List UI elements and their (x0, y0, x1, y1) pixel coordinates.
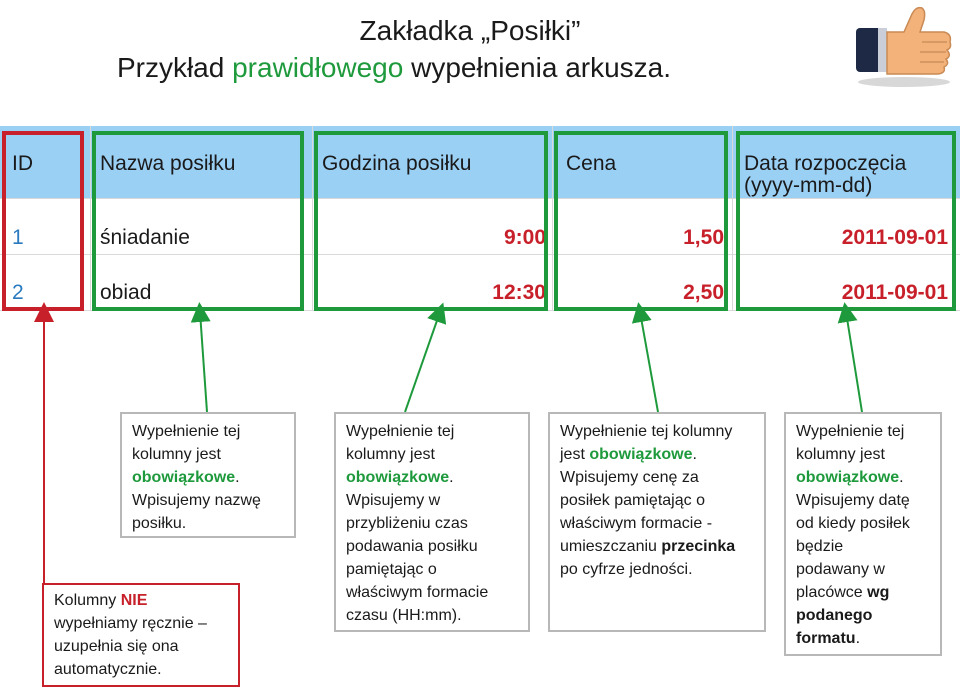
note-text: właściwym formacie - (560, 515, 713, 532)
note-text: Wpisujemy cenę za (560, 469, 699, 486)
note-emphasis: przecinka (661, 538, 736, 555)
header-date-format: (yyyy-mm-dd) (744, 174, 873, 197)
cell-date: 2011-09-01 (841, 226, 948, 249)
note-price-column (548, 412, 766, 632)
note-text: Wpisujemy w (346, 492, 441, 509)
arrow-price (640, 312, 658, 412)
note-text: Kolumny (54, 592, 121, 609)
note-text: automatycznie. (54, 661, 162, 678)
note-required: obowiązkowe (346, 469, 450, 486)
cell-id: 1 (12, 226, 24, 249)
slide-title: Zakładka „Posiłki” (359, 15, 581, 46)
cell-time: 12:30 (492, 281, 546, 304)
header-name: Nazwa posiłku (100, 152, 236, 175)
header-price: Cena (566, 152, 617, 175)
note-text: właściwym formacie (346, 584, 489, 601)
note-text: . (449, 469, 454, 486)
note-text: będzie (796, 538, 844, 555)
note-text: posiłek pamiętając o (560, 492, 705, 509)
note-emphasis: wg (867, 584, 890, 601)
cell-date: 2011-09-01 (841, 281, 948, 304)
cell-name: obiad (100, 281, 152, 304)
cell-id: 2 (12, 281, 24, 304)
note-text: podawania posiłku (346, 538, 478, 555)
note-text: . (855, 630, 861, 647)
note-time-column (334, 412, 530, 632)
note-text: . (235, 469, 240, 486)
note-text: pamiętając o (346, 561, 437, 578)
note-required: obowiązkowe (589, 446, 693, 463)
note-text: jest (560, 446, 590, 463)
note-emphasis: NIE (120, 592, 148, 609)
note-emphasis: formatu (796, 630, 856, 647)
note-text: Wypełnienie tej (796, 423, 905, 440)
note-text: . (692, 446, 697, 463)
note-text: podawany w (796, 561, 885, 578)
note-text: kolumny jest (796, 446, 885, 463)
note-required: obowiązkowe (132, 469, 236, 486)
note-text: placówce (796, 584, 868, 601)
note-text: uzupełnia się ona (54, 638, 179, 655)
note-date-column (784, 412, 942, 656)
note-text: Wpisujemy datę (796, 492, 910, 509)
note-text: Wypełnienie tej (132, 423, 241, 440)
note-text: od kiedy posiłek (796, 515, 910, 532)
subtitle-suffix: wypełnienia arkusza. (403, 52, 672, 83)
cell-name: śniadanie (100, 226, 190, 249)
arrow-time (405, 312, 440, 412)
note-text: posiłku. (132, 515, 187, 532)
note-required: obowiązkowe (796, 469, 900, 486)
note-text: Wpisujemy nazwę (132, 492, 261, 509)
cell-time: 9:00 (503, 226, 546, 249)
arrow-name (200, 312, 207, 412)
subtitle-accent: prawidłowego (232, 52, 404, 83)
note-id-column (42, 583, 240, 687)
header-time: Godzina posiłku (322, 152, 472, 175)
note-text: . (899, 469, 904, 486)
cell-price: 1,50 (683, 226, 724, 249)
cell-price: 2,50 (683, 281, 724, 304)
note-text: kolumny jest (132, 446, 221, 463)
note-text: wypełniamy ręcznie – (54, 615, 207, 632)
note-text: Wypełnienie tej kolumny (560, 423, 733, 440)
header-date: Data rozpoczęcia (744, 152, 907, 175)
subtitle-prefix: Przykład (116, 52, 233, 83)
note-text: po cyfrze jedności. (560, 561, 693, 578)
arrow-date (846, 312, 862, 412)
note-text: przybliżeniu czas (346, 515, 468, 532)
note-text: umieszczaniu (560, 538, 662, 555)
note-name-column (120, 412, 296, 538)
note-text: Wypełnienie tej (346, 423, 455, 440)
header-id: ID (12, 152, 33, 175)
note-emphasis: podanego (796, 607, 873, 624)
note-text: czasu (HH:mm). (346, 607, 462, 624)
note-text: kolumny jest (346, 446, 435, 463)
